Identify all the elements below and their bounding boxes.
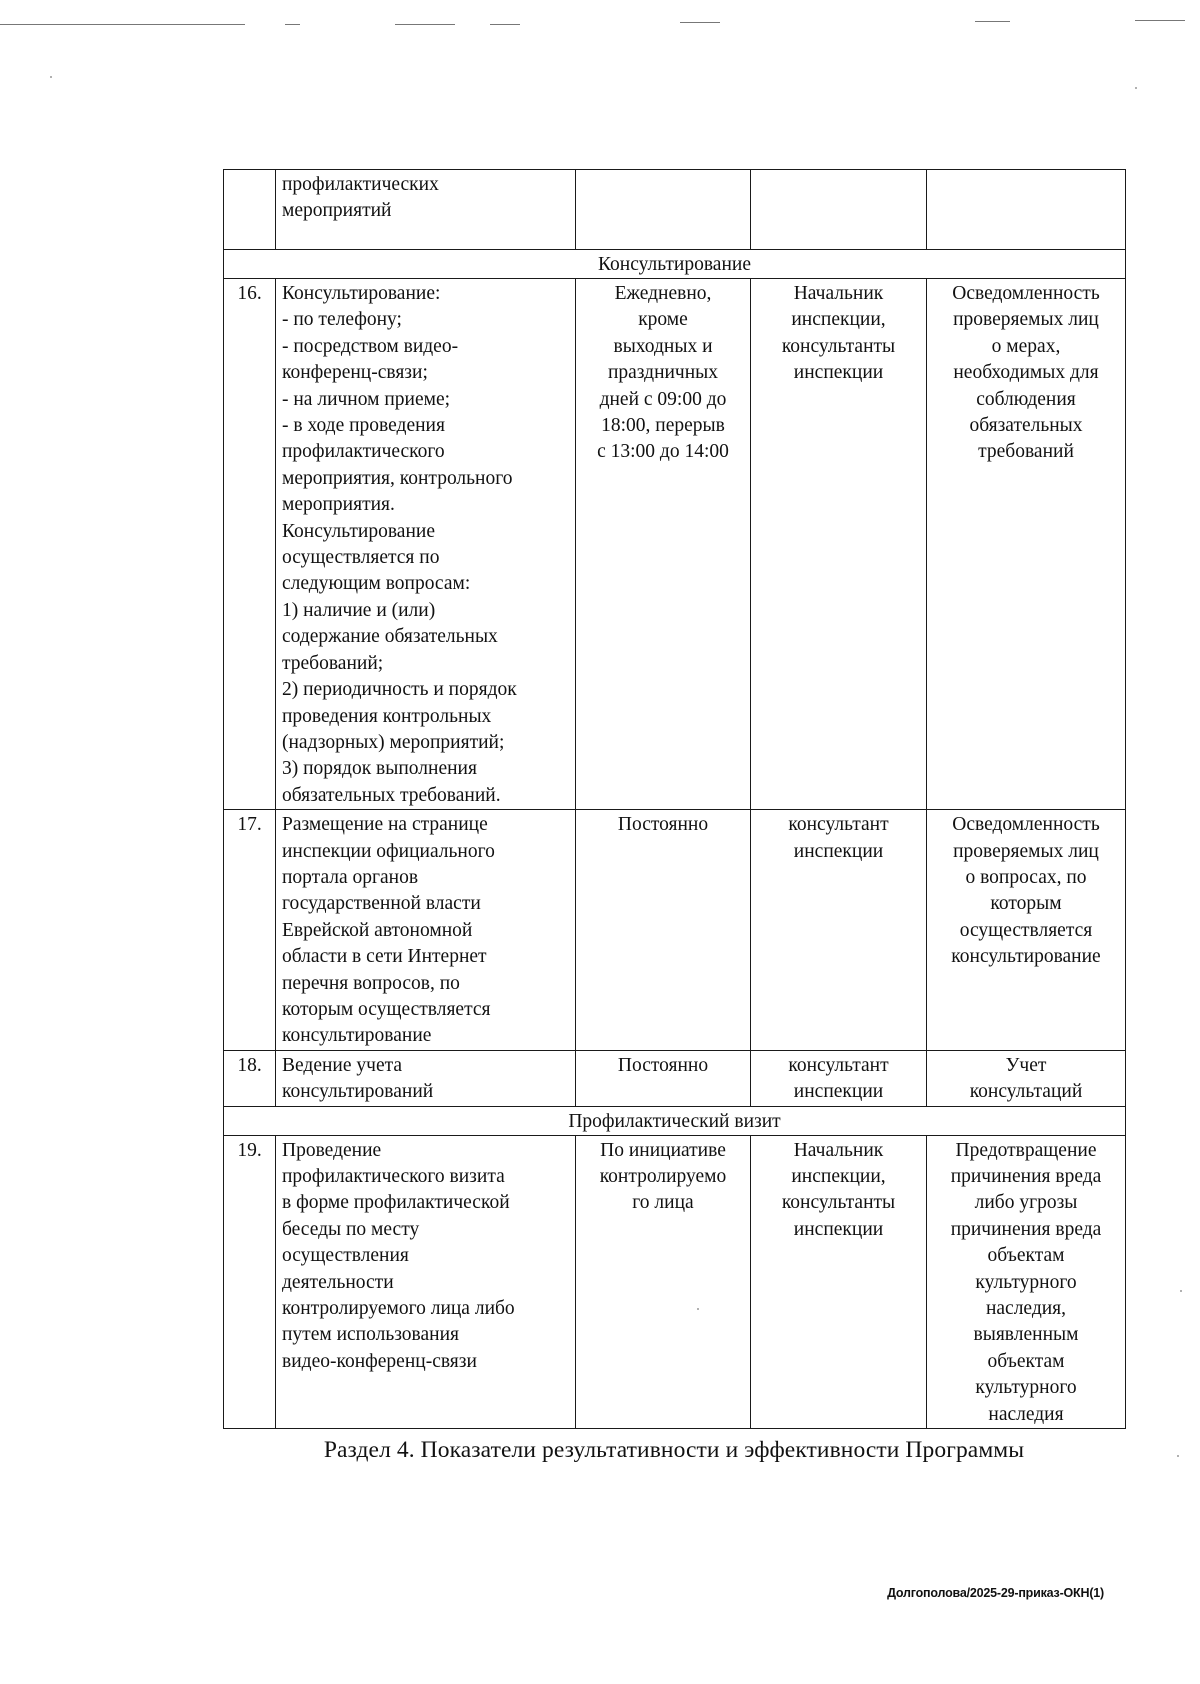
cell-line: профилактических [282,174,439,195]
item-number: 17. [224,810,276,1051]
cell-line: необходимых для [953,362,1099,384]
cell-line: дней с 09:00 до [599,388,727,410]
cell-line: проверяемых лиц [953,840,1099,862]
measure-responsible [751,1135,927,1428]
cell-line: осуществляется по [282,547,440,569]
cell-line: Начальник [793,1139,884,1161]
scan-artifact [490,24,520,25]
item-number: 19. [224,1135,276,1428]
measure-term [576,1135,751,1428]
cell-line: портала органов [282,866,419,888]
item-number: 18. [224,1050,276,1106]
measure-result [927,1135,1126,1428]
scan-artifact [680,22,720,23]
cell-line: консультант [788,1054,889,1076]
cell-line: либо угрозы [974,1192,1078,1214]
scan-artifact [975,21,1010,22]
cell-line: которым осуществляется [282,998,491,1020]
cell-line: консультирование [951,946,1101,968]
prevention-measures-table [223,169,1126,1429]
measure-description [276,170,576,250]
cell-line: праздничных [607,362,719,384]
cell-line: о вопросах, по [965,866,1087,888]
scan-artifact [1135,20,1185,21]
cell-line: - по телефону; [282,309,402,331]
cell-line: кроме [638,309,688,331]
cell-line: го лица [632,1192,694,1214]
cell-line: консультаций [969,1081,1083,1103]
cell-line: наследия [988,1403,1064,1425]
cell-line: требований [978,441,1074,463]
measure-term [576,279,751,810]
scan-artifact [0,24,245,25]
cell-line: профилактического [282,441,445,463]
cell-line: 1) наличие и (или) [282,599,436,621]
cell-line: Размещение на странице [282,814,488,836]
scan-artifact [395,24,455,25]
cell-line: конференц-связи; [282,362,428,384]
cell-line: Проведение [282,1139,382,1161]
cell-line: инспекции [793,840,884,862]
cell-line: проверяемых лиц [953,309,1099,331]
cell-line: инспекции [793,1218,884,1240]
cell-line: в форме профилактической [282,1192,510,1214]
cell-line: выходных и [613,335,713,357]
table-row [224,810,1126,1051]
table-row [224,279,1126,810]
measure-result [927,279,1126,810]
cell-line: обязательных требований. [282,784,501,806]
measure-result [927,810,1126,1051]
cell-line: государственной власти [282,893,481,915]
cell-line: объектам [987,1245,1065,1267]
table-row [224,1135,1126,1428]
item-number [224,170,276,250]
cell-line: которым [990,893,1062,915]
cell-line: консультирований [282,1081,434,1103]
cell-line: инспекции [793,1081,884,1103]
measure-responsible [751,810,927,1051]
cell-line: инспекции официального [282,840,495,862]
cell-line: мероприятия, контрольного [282,467,513,489]
cell-line: содержание обязательных [282,626,498,648]
cell-line: следующим вопросам: [282,573,471,595]
scan-speck [1180,1290,1182,1292]
measure-responsible [751,279,927,810]
cell-line: видео-конференц-связи [282,1350,477,1372]
cell-line: консультант [788,814,889,836]
cell-line: перечня вопросов, по [282,972,460,994]
measure-term [576,1050,751,1106]
cell-line: инспекции [793,362,884,384]
cell-line: - посредством видео- [282,335,459,357]
cell-line: обязательных [969,415,1083,437]
cell-line: консультанты [781,335,896,357]
section-row [224,1106,1126,1135]
cell-line: инспекции, [791,1166,886,1187]
cell-line: Предотвращение [955,1139,1097,1161]
table-row [224,170,1126,250]
measure-responsible [751,170,927,250]
cell-line: 18:00, перерыв [601,415,725,437]
cell-line: осуществления [282,1245,409,1267]
cell-line: выявленным [973,1324,1079,1346]
measure-result [927,170,1126,250]
cell-line: - на личном приеме; [282,388,451,410]
cell-line: Консультирование: [282,283,441,304]
cell-line: (надзорных) мероприятий; [282,731,505,753]
item-number: 16. [224,279,276,810]
cell-line: беседы по месту [282,1218,420,1240]
cell-line: консультанты [781,1192,896,1214]
measure-description [276,1135,576,1428]
cell-line: причинения вреда [950,1166,1102,1187]
measure-term [576,810,751,1051]
cell-line: профилактического визита [282,1166,505,1187]
cell-line: путем использования [282,1324,460,1346]
cell-line: культурного [975,1377,1077,1399]
cell-line: объектам [987,1350,1065,1372]
cell-line: Консультирование [282,520,435,542]
measure-responsible [751,1050,927,1106]
measure-term [576,170,751,250]
cell-line: 3) порядок выполнения [282,758,477,780]
cell-line: мероприятия. [282,494,395,516]
cell-line: соблюдения [976,388,1076,410]
cell-line: инспекции, [791,309,886,331]
cell-line: осуществляется [959,919,1093,941]
section-row [224,250,1126,279]
cell-line: консультирование [282,1025,432,1047]
cell-line: требований; [282,652,384,674]
scan-speck [1177,1455,1179,1457]
cell-line: причинения вреда [950,1218,1102,1240]
cell-line: Ведение учета [282,1054,403,1076]
cell-line: мероприятий [282,200,392,222]
cell-line: контролируемо [599,1166,727,1187]
document-reference: Долгополова/2025-29-приказ-ОКН(1) [887,1586,1104,1600]
section-title: Консультирование [224,250,1126,279]
cell-line: контролируемого лица либо [282,1298,515,1320]
cell-line: проведения контрольных [282,705,492,727]
scan-speck [50,76,52,78]
cell-line: деятельности [282,1271,394,1293]
cell-line: культурного [975,1271,1077,1293]
cell-line: с 13:00 до 14:00 [597,441,729,463]
cell-line: области в сети Интернет [282,946,487,968]
cell-line: Постоянно [617,1054,709,1076]
cell-line: Еврейской автономной [282,919,473,941]
cell-line: Учет [1005,1054,1047,1076]
cell-line: Постоянно [617,814,709,836]
measure-description [276,1050,576,1106]
cell-line: Начальник [793,283,884,304]
scan-speck [1135,87,1137,89]
cell-line: - в ходе проведения [282,415,445,437]
cell-line: Осведомленность [952,283,1100,304]
cell-line: 2) периодичность и порядок [282,679,517,701]
cell-line: Ежедневно, [614,283,712,304]
cell-line: По инициативе [600,1139,726,1161]
measure-description [276,810,576,1051]
measure-description [276,279,576,810]
section-heading: Раздел 4. Показатели результативности и эффективности Программы [323,1437,1025,1463]
table-body [224,170,1126,1429]
table-row [224,1050,1126,1106]
scan-artifact [285,24,300,25]
cell-line: о мерах, [991,335,1061,357]
cell-line: Осведомленность [952,814,1100,836]
measure-result [927,1050,1126,1106]
section-title: Профилактический визит [224,1106,1126,1135]
cell-line: наследия, [985,1298,1067,1320]
